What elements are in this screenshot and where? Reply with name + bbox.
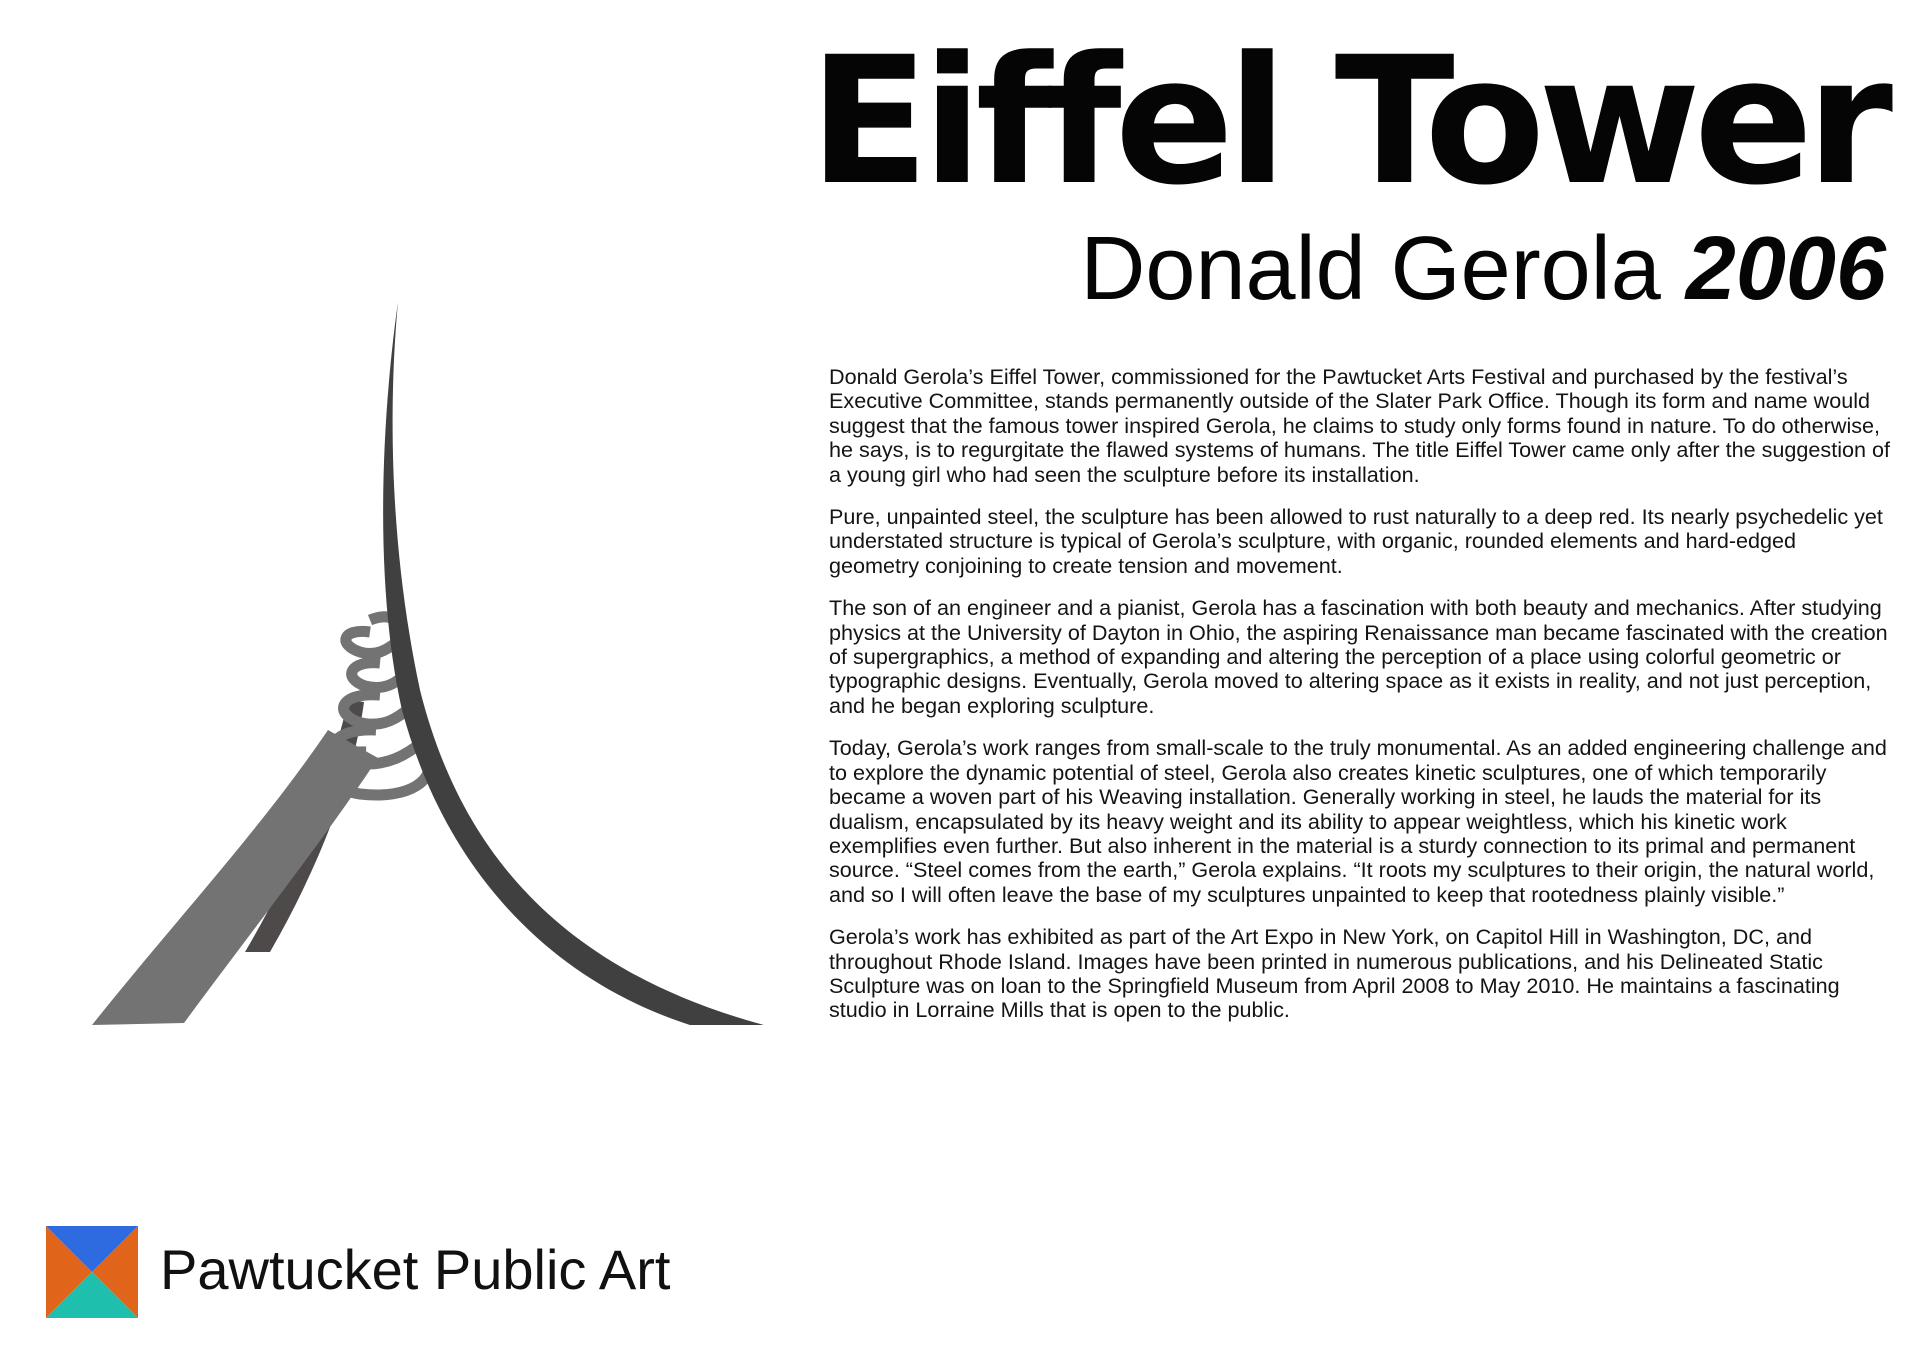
sculpture-main-leg [383, 302, 764, 1025]
pawtucket-public-art-logo-icon [46, 1226, 138, 1318]
artist-line [1080, 219, 1886, 319]
description-paragraph: The son of an engineer and a pianist, Gerola has a fascination with both beauty and mechanics. After studying physics at the University of Dayton in Ohio, the aspiring Renaissance man became fascinated with the creation of supergraphics, a method of expanding and altering the perception of a place using colorful geometric or typographic designs. Eventually, Gerola moved to altering space as it exists in reality, and not just perception, and he began exploring sculpture. [829, 595, 1888, 718]
description-paragraph: Gerola’s work has exhibited as part of the Art Expo in New York, on Capitol Hill in Washington, DC, and throughout Rhode Island. Images have been printed in numerous publications, and his Delineated Static Sculpture was on loan to the Springfield Museum from April 2008 to May 2010. He maintains a fascinating studio in Lorraine Mills that is open to the public. [829, 924, 1840, 1023]
page-title: Eiffel Tower [808, 19, 1886, 224]
artist-name: Donald Gerola [1080, 219, 1661, 319]
description-paragraph: Donald Gerola’s Eiffel Tower, commissioned for the Pawtucket Arts Festival and purchased by the festival’s Executive Committee, stands permanently outside of the Slater Park Office. Though its form and name would suggest that the famous tower inspired Gerola, he claims to study only forms found in nature. To do otherwise, he says, is to regurgitate the flawed systems of humans. The title Eiffel Tower came only after the suggestion of a young girl who had seen the sculpture before its installation. [829, 364, 1891, 487]
description-paragraph: Today, Gerola’s work ranges from small-scale to the truly monumental. As an added engineering challenge and to explore the dynamic potential of steel, Gerola also creates kinetic sculptures, one of which temporarily became a woven part of his Weaving installation. Generally working in steel, he lauds the material for its dualism, encapsulated by its heavy weight and its ability to appear weightless, which his kinetic work exemplifies even further. But also inherent in the material is a sturdy connection to its primal and permanent source. “Steel comes from the earth,” Gerola explains. “It roots my sculptures to their origin, the natural world, and so I will often leave the base of my sculptures unpainted to keep that rootedness plainly visible.” [829, 735, 1887, 907]
description-paragraph: Pure, unpainted steel, the sculpture has been allowed to rust naturally to a deep red. Its nearly psychedelic yet understated structure is typical of Gerola’s sculpture, with organic, rounded elements and hard-edged geometry conjoining to create tension and movement. [829, 504, 1883, 578]
artwork-year: 2006 [1685, 219, 1886, 319]
artwork-description [829, 365, 1891, 1041]
organization-name: Pawtucket Public Art [160, 1238, 671, 1301]
eiffel-tower-sculpture-illustration [80, 290, 780, 1040]
